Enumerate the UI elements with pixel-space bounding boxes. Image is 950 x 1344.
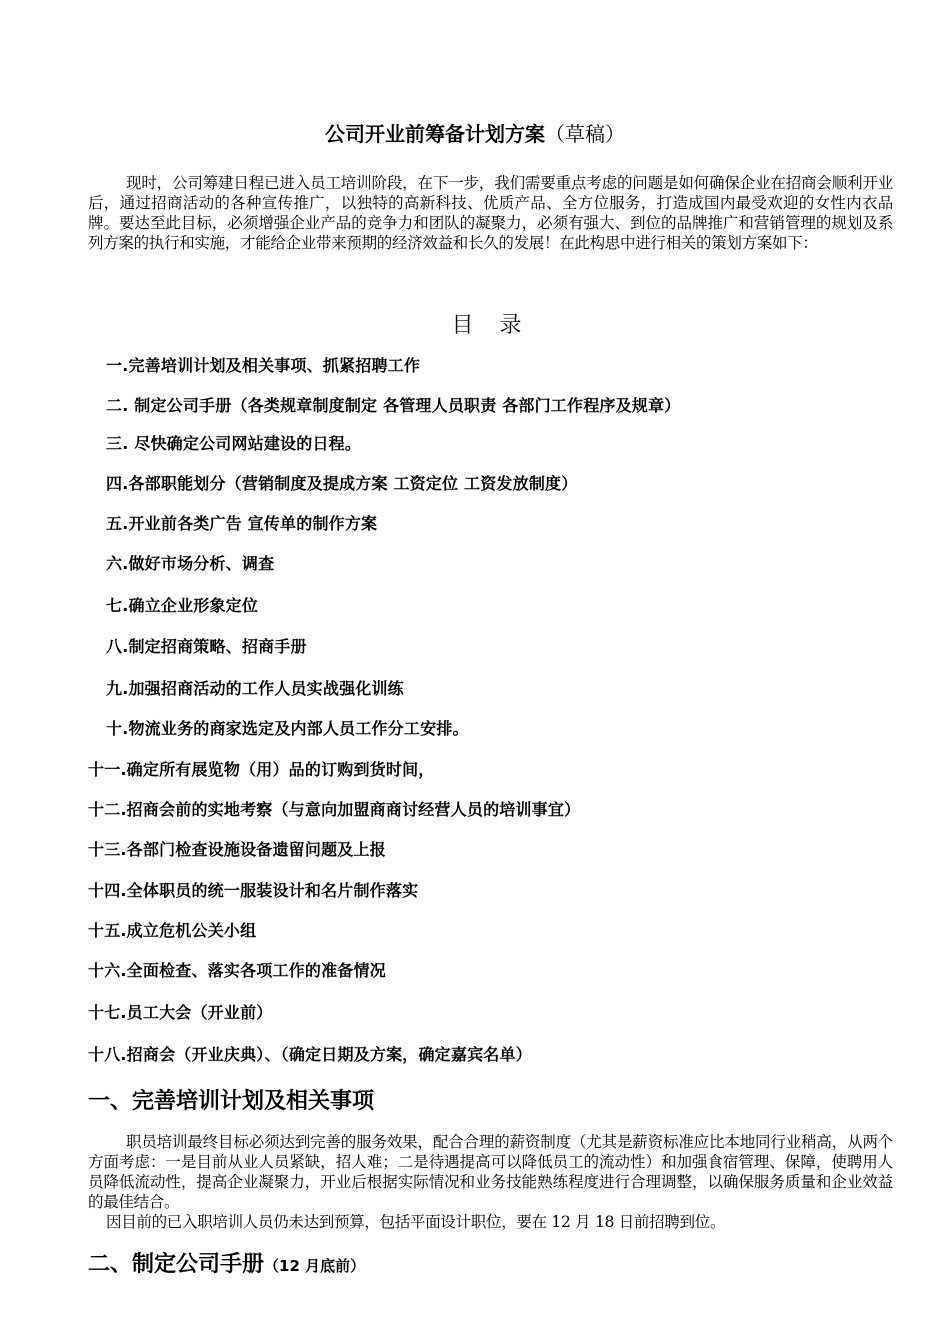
toc-item: 十五.成立危机公关小组 [88,921,257,940]
toc-item: 四.各部职能划分（营销制度及提成方案 工资定位 工资发放制度） [106,474,578,493]
toc-item: 五.开业前各类广告 宣传单的制作方案 [106,514,378,533]
toc-heading-char-2: 录 [499,313,524,338]
toc-item: 九.加强招商活动的工作人员实战强化训练 [106,679,404,698]
toc-item: 七.确立企业形象定位 [106,596,259,615]
toc-heading-char-1: 目 [451,313,476,338]
document-title-main: 公司开业前筹备计划方案 [325,122,545,146]
toc-item: 十八.招商会（开业庆典）、（确定日期及方案，确定嘉宾名单） [88,1045,532,1064]
section-heading-2-note: （12 月底前） [264,1257,366,1275]
toc-item: 三. 尽快确定公司网站建设的日程。 [106,434,362,453]
toc-item: 十七.员工大会（开业前） [88,1003,273,1022]
toc-item: 十.物流业务的商家选定及内部人员工作分工安排。 [106,719,469,738]
toc-item: 六.做好市场分析、调查 [106,554,275,573]
toc-item: 十二.招商会前的实地考察（与意向加盟商商讨经营人员的培训事宜） [88,800,581,819]
intro-paragraph: 现时，公司筹建日程已进入员工培训阶段，在下一步，我们需要重点考虑的问题是如何确保企业在招商会顺利开业后，通过招商活动的各种宣传推广，以独特的高新科技、优质产品、全方位服务，打造成国内最受欢迎的女性内衣品牌。要达至此目标，必须增强企业产品的竞争力和团队的凝聚力，必须有强大、到位的品牌推广和营销管理的规划及系列方案的执行和实施，才能给企业带来预期的经济效益和长久的发展！在此构思中进行相关的策划方案如下： [88,174,893,252]
section-heading-2-text: 二、制定公司手册 [88,1252,265,1277]
toc-item: 一.完善培训计划及相关事项、抓紧招聘工作 [106,356,421,375]
section-heading-2 [88,1247,365,1278]
section-1-body [88,1132,893,1232]
section-1-paragraph-1: 职员培训最终目标必须达到完善的服务效果，配合合理的薪资制度（尤其是薪资标准应比本地同行业稍高，从两个方面考虑：一是目前从业人员紧缺，招人难；二是待遇提高可以降低员工的流动性）和加强食宿管理、保障，使聘用人员降低流动性，提高企业凝聚力，开业后根据实际情况和业务技能熟练程度进行合理调整，以确保服务质量和企业效益的最佳结合。 [88,1133,893,1211]
section-1-paragraph-2: 因目前的已入职培训人员仍未达到预算，包括平面设计职位，要在 12 月 18 日前招聘到位。 [106,1213,726,1231]
toc-item: 十一.确定所有展览物（用）品的订购到货时间， [88,760,435,779]
document-title-suffix: （草稿） [545,122,625,146]
toc-item: 十四.全体职员的统一服装设计和名片制作落实 [88,881,419,900]
toc-item: 二. 制定公司手册（各类规章制度制定 各管理人员职责 各部门工作程序及规章） [106,396,681,415]
section-heading-1: 一、完善培训计划及相关事项 [88,1089,375,1114]
toc-item: 八.制定招商策略、招商手册 [106,637,307,656]
toc-item: 十三.各部门检查设施设备遗留问题及上报 [88,840,386,859]
toc-item: 十六.全面检查、落实各项工作的准备情况 [88,961,386,980]
